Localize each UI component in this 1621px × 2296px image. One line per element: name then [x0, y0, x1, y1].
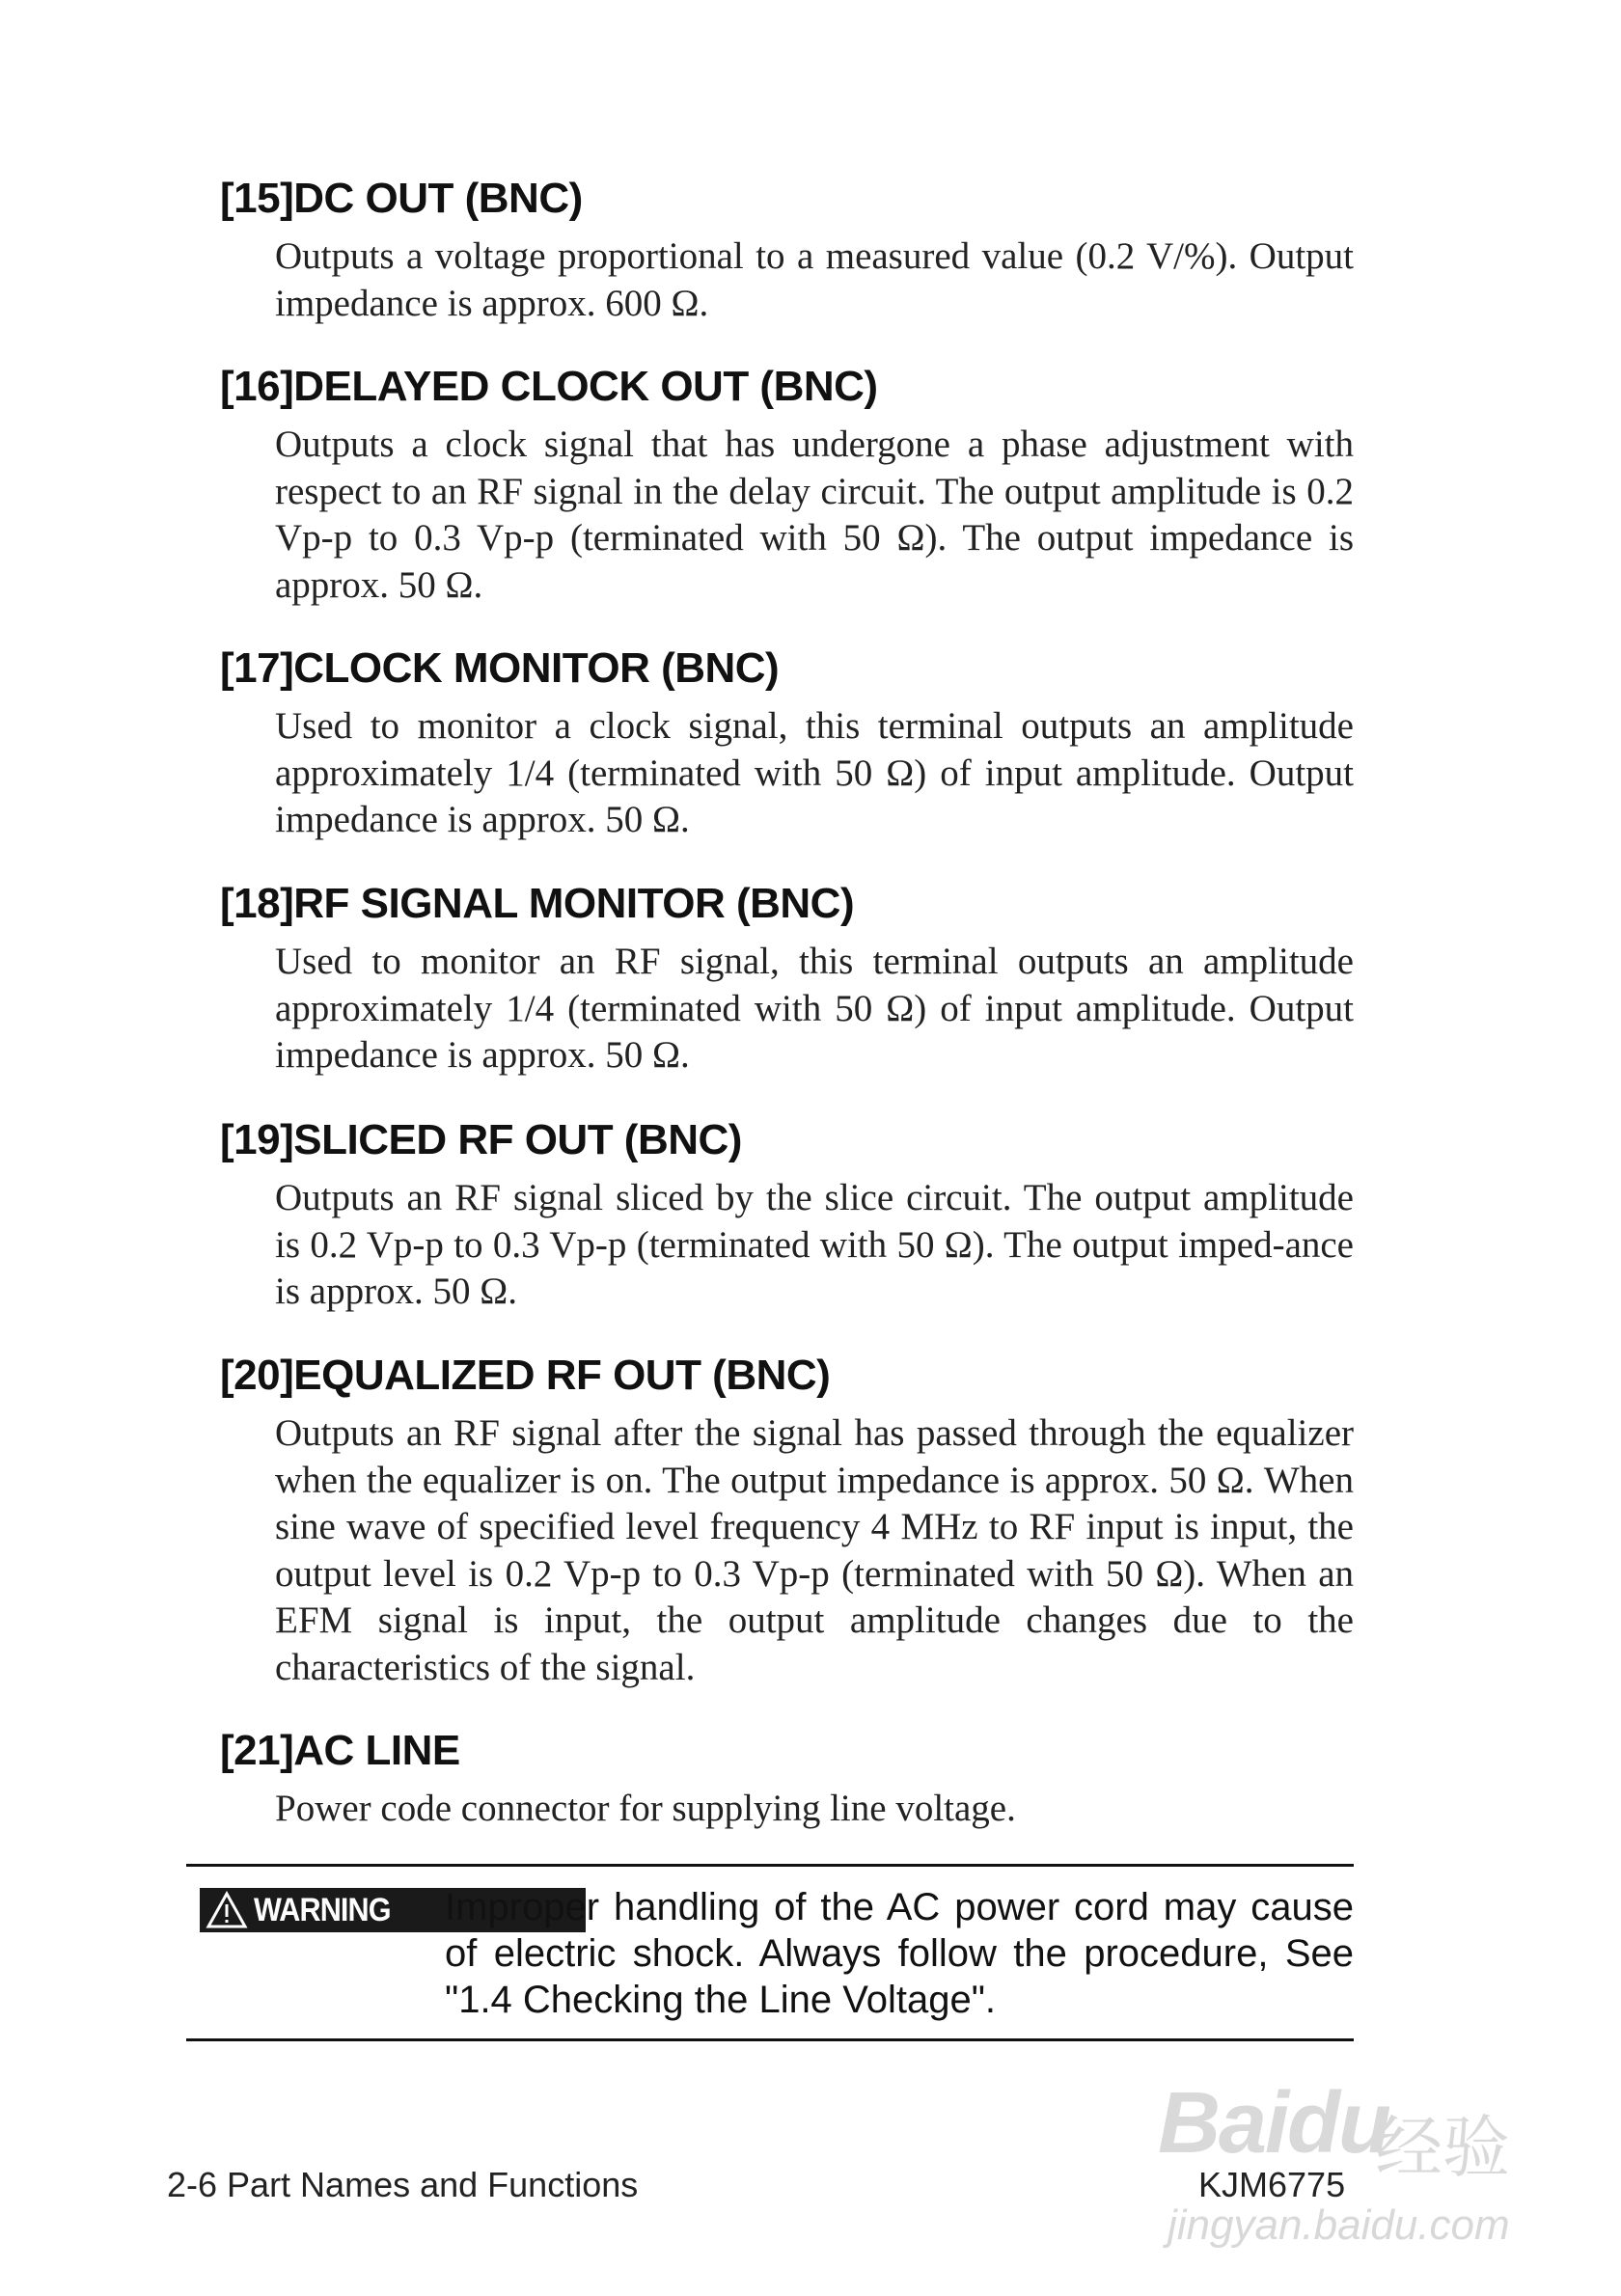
- section-19: [220, 1115, 1354, 1316]
- section-body: Outputs an RF signal sliced by the slice circuit. The output amplitude is 0.2 Vp-p to 0.3 Vp-p (terminated with 50 Ω). The output imped-ance is approx. 50 Ω.: [275, 1177, 1354, 1312]
- section-heading: [20]EQUALIZED RF OUT (BNC): [220, 1352, 831, 1399]
- warning-label: WARNING: [254, 1891, 391, 1928]
- watermark-brand: Baidu: [1158, 2075, 1390, 2172]
- section-body: Outputs a voltage proportional to a measured value (0.2 V/%). Output impedance is approx. 600 Ω.: [275, 235, 1354, 324]
- section-heading: [21]AC LINE: [220, 1727, 460, 1774]
- footer-doc-id: KJM6775: [1198, 2165, 1346, 2204]
- section-heading: [17]CLOCK MONITOR (BNC): [220, 644, 780, 692]
- bullet: •: [412, 1886, 426, 1928]
- watermark-cn: 经验: [1375, 2110, 1510, 2185]
- section-body: Used to monitor an RF signal, this terminal outputs an amplitude approximately 1/4 (terminated with 50 Ω) of input amplitude. Output impedance is approx. 50 Ω.: [275, 941, 1354, 1076]
- section-body: Outputs an RF signal after the signal has passed through the equalizer when the equalizer is on. The output impedance is approx. 50 Ω. When sine wave of specified level frequency 4 MHz to RF input is input, the output level is 0.2 Vp-p to 0.3 Vp-p (terminated with 50 Ω). When an EFM signal is input, the output amplitude changes due to the characteristics of the signal.: [275, 1412, 1354, 1688]
- section-body: Outputs a clock signal that has undergone a phase adjustment with respect to an RF signal in the delay circuit. The output amplitude is 0.2 Vp-p to 0.3 Vp-p (terminated with 50 Ω). The output impedance is approx. 50 Ω.: [275, 424, 1354, 606]
- watermark-url: jingyan.baidu.com: [1168, 2201, 1510, 2249]
- warning-text: Improper handling of the AC power cord may cause of electric shock. Always follow the procedure, See "1.4 Checking the Line Voltage".: [445, 1886, 1354, 2021]
- footer-page-label: 2-6 Part Names and Functions: [167, 2165, 639, 2204]
- section-heading: [18]RF SIGNAL MONITOR (BNC): [220, 880, 855, 927]
- section-body: Power code connector for supplying line voltage.: [275, 1788, 1016, 1829]
- section-17: [220, 643, 1354, 844]
- section-21: [220, 1726, 1354, 1833]
- warning-box: [186, 1864, 1354, 2041]
- section-heading: [16]DELAYED CLOCK OUT (BNC): [220, 363, 878, 410]
- section-body: Used to monitor a clock signal, this terminal outputs an amplitude approximately 1/4 (terminated with 50 Ω) of input amplitude. Output impedance is approx. 50 Ω.: [275, 705, 1354, 840]
- section-heading: [15]DC OUT (BNC): [220, 175, 583, 222]
- warning-triangle-icon: [206, 1891, 248, 1929]
- section-18: [220, 879, 1354, 1080]
- section-15: [220, 174, 1354, 327]
- section-16: [220, 362, 1354, 609]
- section-heading: [19]SLICED RF OUT (BNC): [220, 1116, 742, 1163]
- section-20: [220, 1351, 1354, 1691]
